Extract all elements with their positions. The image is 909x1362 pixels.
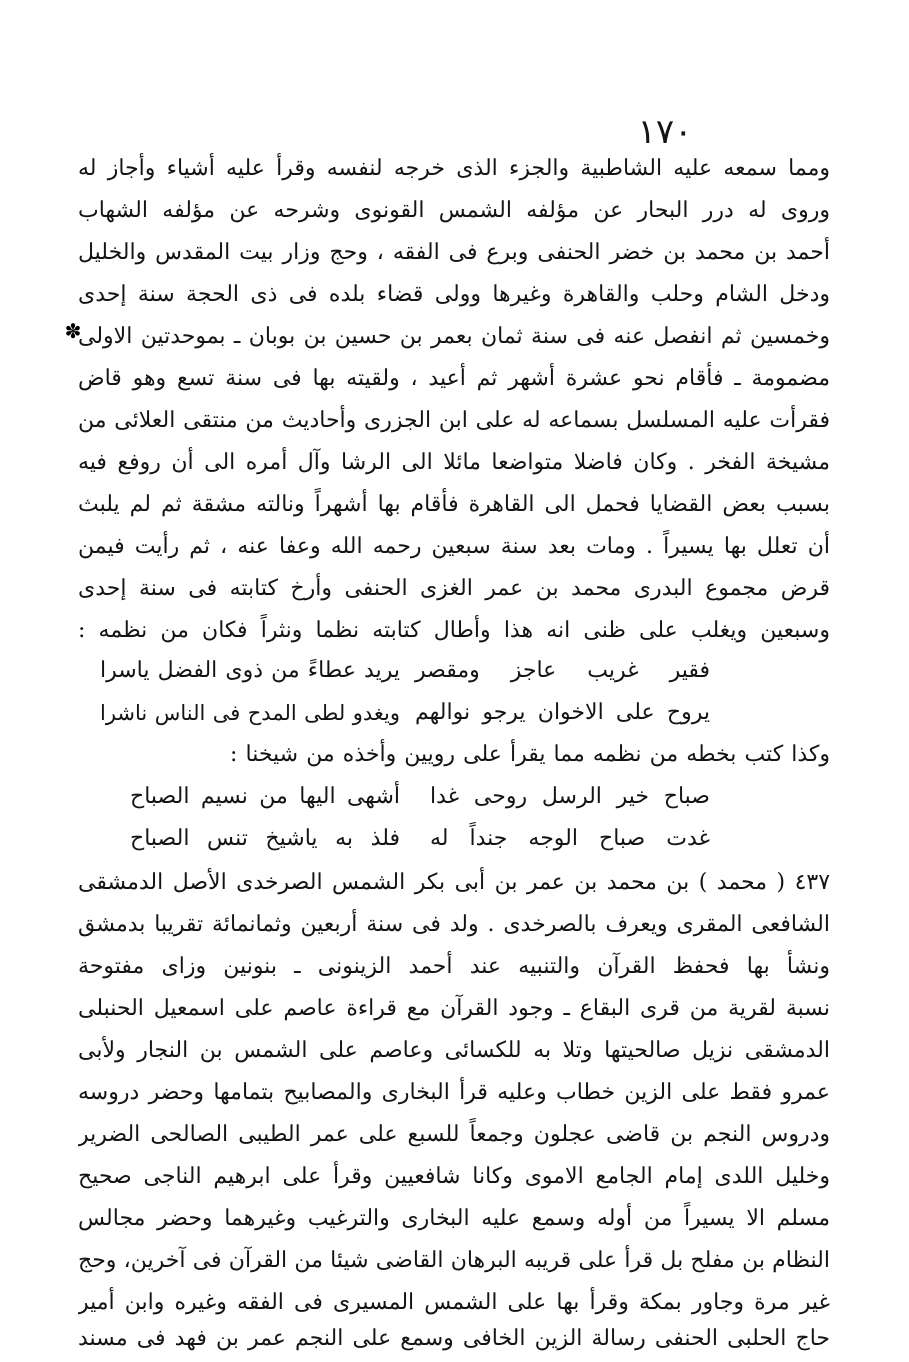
verse-hemistich-left: أشهى اليها من نسيم الصباح — [130, 784, 400, 809]
text-line: النظام بن مفلح بل قرأ على قريبه البرهان القاضى شيئا من القرآن فى آخرين، وحج — [78, 1248, 830, 1273]
text-line: وخمسين ثم انفصل عنه فى سنة ثمان بعمر بن حسين بن بوبان ـ بموحدتين الاولى — [78, 324, 830, 349]
text-line: قرض مجموع البدرى محمد بن عمر الغزى الحنفى وأرخ كتابته فى سنة إحدى — [78, 576, 830, 601]
poem-verse — [100, 650, 710, 692]
text-line: ودروس النجم بن قاضى عجلون وجمعاً للسبع على عمر الطيبى الصالحى الضرير — [78, 1122, 830, 1147]
text-line: مضمومة ـ فأقام نحو عشرة أشهر ثم أعيد ، ولقيته بها فى سنة تسع وهو قاض — [78, 366, 830, 391]
text-line: ودخل الشام وحلب والقاهرة وغيرها وولى قضاء بلده فى ذى الحجة سنة إحدى — [78, 282, 830, 307]
poem-verse — [130, 818, 710, 860]
verse-hemistich-right: غدت صباح الوجه جنداً له — [430, 826, 710, 851]
verse-hemistich-right: صباح خير الرسل روحى غدا — [430, 784, 710, 809]
text-line: ونشأ بها فحفظ القرآن والتنبيه عند أحمد الزينونى ـ بنونين وزاى مفتوحة — [78, 954, 830, 979]
text-line: غير مرة وجاور بمكة وقرأ بها على الشمس المسيرى فى الفقه وغيره وابن أمير — [78, 1290, 830, 1315]
verse-hemistich-right: فقير غريب عاجز ومقصر — [415, 658, 710, 683]
text-line: نسبة لقرية من قرى البقاع ـ وجود القرآن مع قراءة عاصم على اسمعيل الحنبلى — [78, 996, 830, 1021]
page-number: ١٧٠ — [637, 112, 693, 152]
text-line: فقرأت عليه المسلسل بسماعه له على ابن الجزرى وأحاديث من منتقى العلائى من — [78, 408, 830, 433]
text-line: وكذا كتب بخطه من نظمه مما يقرأ على رويين وأخذه من شيخنا : — [230, 742, 830, 767]
poem-verse — [100, 692, 710, 734]
text-line: وسبعين ويغلب على ظنى انه هذا وأطال كتابته نظما ونثراً فكان من نظمه : — [78, 618, 830, 643]
text-line: أن تعلل بها يسيراً . ومات بعد سنة سبعين رحمه الله وعفا عنه ، ثم رأيت فيمن — [78, 534, 830, 559]
text-line: وروى له درر البحار عن مؤلفه الشمس القونوى وشرحه عن مؤلفه الشهاب — [78, 198, 830, 223]
verse-hemistich-left: فلذ به ياشيخ تنس الصباح — [130, 826, 400, 851]
text-line: ومما سمعه عليه الشاطبية والجزء الذى خرجه لنفسه وقرأ عليه أشياء وأجاز له — [78, 156, 830, 181]
text-line: مشيخة الفخر . وكان فاضلا متواضعا مائلا الى الرشا وآل أمره الى أن روفع فيه — [78, 450, 830, 475]
poem-verse — [130, 776, 710, 818]
text-line: مسلم الا يسيراً من أوله وسمع عليه البخارى والترغيب وغيرهما وحضر مجالس — [78, 1206, 830, 1231]
text-line: الشافعى المقرى ويعرف بالصرخدى . ولد فى سنة أربعين وثمانمائة تقريبا بدمشق — [78, 912, 830, 937]
entry-heading-line: ٤٣٧ ( محمد ) بن محمد بن عمر بن أبى بكر الشمس الصرخدى الأصل الدمشقى — [78, 870, 830, 895]
verse-hemistich-left: يريد عطاءً من ذوى الفضل ياسرا — [100, 658, 400, 683]
text-line: أحمد بن محمد بن خضر الحنفى وبرع فى الفقه ، وحج وزار بيت المقدس والخليل — [78, 240, 830, 265]
text-line: بسبب بعض القضايا فحمل الى القاهرة فأقام بها أشهراً ونالته مشقة ثم لم يلبث — [78, 492, 830, 517]
text-line: الدمشقى نزيل صالحيتها وتلا به للكسائى وعاصم على الشمس بن النجار ولأبى — [78, 1038, 830, 1063]
margin-mark-icon: ✽ — [64, 319, 82, 343]
verse-hemistich-left: ويغدو لطى المدح فى الناس ناشرا — [100, 701, 400, 725]
text-line: حاج الحلبى الحنفى رسالة الزين الخافى وسمع على النجم عمر بن فهد فى مسند — [78, 1326, 830, 1351]
text-line: عمرو فقط على الزين خطاب وعليه قرأ البخارى والمصابيح بتمامها وحضر دروسه — [78, 1080, 830, 1105]
text-line: وخليل اللدى إمام الجامع الاموى وكانا شافعيين وقرأ على ابرهيم الناجى صحيح — [78, 1164, 830, 1189]
verse-hemistich-right: يروح على الاخوان يرجو نوالهم — [415, 700, 710, 725]
